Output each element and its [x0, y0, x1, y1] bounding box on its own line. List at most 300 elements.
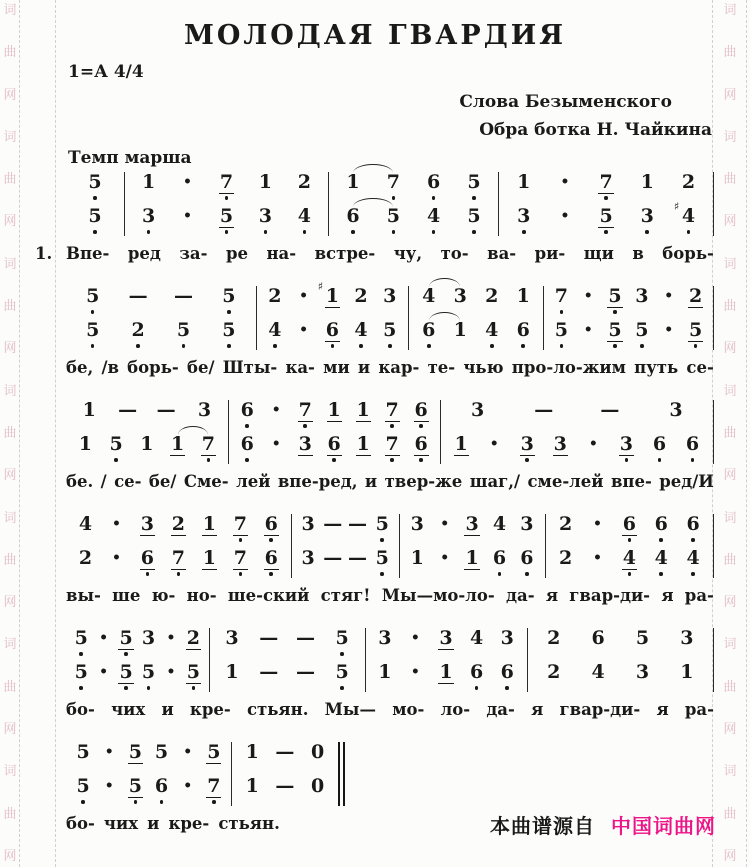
augmentation-dot: • [664, 288, 674, 304]
note-cell [233, 400, 262, 430]
low-octave-dot [124, 652, 128, 656]
note-cell [602, 286, 629, 316]
measure [257, 280, 409, 350]
note-cell [115, 286, 160, 316]
low-octave-dot [91, 310, 95, 314]
note-cell [70, 206, 120, 236]
upper-voice [550, 514, 709, 544]
note-cell [461, 628, 492, 658]
augmentation-dot: • [489, 436, 499, 452]
measure [66, 172, 125, 236]
lower-voice [236, 776, 334, 806]
duration-dash: — [348, 547, 367, 569]
note-digit: 7 [201, 434, 216, 464]
note-digit: 3 [640, 206, 655, 236]
low-octave-dot [419, 458, 423, 462]
note-digit: 6 [426, 172, 441, 202]
watermark-glyph: 曲 [723, 552, 737, 568]
note-digit: 6 [516, 320, 531, 350]
note-digit: ♯ 4 [681, 206, 696, 236]
low-octave-dot [505, 686, 509, 690]
note-cell [132, 514, 163, 544]
note-cell [287, 628, 324, 658]
lyric-syllable: стяг! [320, 586, 371, 605]
watermark-column-right [721, 4, 739, 863]
dashed-guide-line [746, 0, 747, 867]
note-digit: 3 [410, 513, 424, 535]
low-octave-dot [691, 458, 695, 462]
note-cell [513, 514, 540, 544]
low-octave-dot [93, 196, 97, 200]
note-cell [320, 514, 345, 544]
watermark-glyph: 词 [3, 129, 17, 145]
watermark-glyph: 曲 [723, 299, 737, 315]
augmentation-dot: • [588, 436, 598, 452]
note-cell [375, 320, 404, 350]
low-octave-dot [212, 800, 216, 804]
lower-voice [445, 434, 709, 464]
note-cell [627, 206, 668, 236]
note-cell [70, 400, 108, 430]
note-cell [370, 514, 395, 544]
note-cell [161, 320, 206, 350]
note-cell [333, 206, 373, 236]
lyric-syllable: ра- [684, 586, 714, 605]
watermark-glyph: 网 [3, 341, 17, 357]
note-digit: 5 [76, 741, 90, 763]
watermark-glyph: 词 [723, 383, 737, 399]
note-cell [461, 662, 492, 692]
note-digit: 5 [186, 662, 201, 692]
upper-voice [70, 742, 227, 772]
lyric-syllable: впе-ред, [277, 472, 358, 491]
note-digit: 1 [356, 399, 370, 421]
note-cell [431, 628, 462, 658]
watermark-glyph: 曲 [3, 679, 17, 695]
lyric-syllable: ю- [151, 586, 176, 605]
lyric-syllable: ше [112, 586, 141, 605]
source-label: 本曲谱源自 [490, 814, 595, 838]
note-digit: 6 [327, 434, 342, 464]
lyric-syllable: бе, [66, 358, 94, 377]
note-cell [645, 514, 677, 544]
note-digit: 5 [87, 172, 102, 202]
note-cell [643, 434, 676, 464]
lower-voice [333, 206, 494, 236]
note-cell [246, 206, 285, 236]
lyric-syllable: кре- [168, 814, 210, 833]
note-cell [613, 548, 645, 578]
note-cell [320, 434, 349, 464]
low-octave-dot [472, 230, 476, 234]
note-cell [324, 662, 361, 692]
note-digit: 2 [171, 513, 185, 535]
augmentation-dot: • [410, 664, 420, 680]
note-cell [404, 514, 431, 544]
note-cell [193, 434, 224, 464]
key-time-signature: 1=А 4/4 [68, 62, 144, 82]
note-digit: 1 [245, 741, 259, 763]
note-digit: 1 [202, 547, 216, 569]
note-cell [132, 434, 163, 464]
note-cell [665, 628, 709, 658]
note-digit: 5 [109, 434, 124, 464]
note-digit: 2 [297, 171, 311, 193]
note-cell [236, 776, 269, 806]
note-cell [137, 628, 159, 658]
note-cell [129, 172, 168, 202]
measure [125, 172, 329, 236]
note-cell [347, 320, 376, 350]
note-digit: ♯ 1 [317, 280, 339, 307]
augmentation-dot: • [583, 288, 593, 304]
lyric-syllable: встре- [314, 244, 376, 263]
lyric-syllable: сме-лей [527, 472, 604, 491]
low-octave-dot [525, 572, 529, 576]
low-octave-dot [207, 458, 211, 462]
note-cell [513, 548, 540, 578]
upper-voice [70, 628, 205, 658]
note-cell [233, 434, 262, 464]
note-digit: 4 [267, 320, 282, 350]
note-cell [445, 320, 476, 350]
note-cell [576, 662, 620, 692]
low-octave-dot [525, 458, 529, 462]
note-digit: 5 [141, 662, 156, 692]
upper-voice [503, 172, 709, 202]
low-octave-dot [659, 538, 663, 542]
lyric-syllable: Впе- [66, 244, 110, 263]
note-digit: 4 [426, 206, 441, 236]
upper-voice [296, 514, 395, 544]
lyric-syllable: впе- [610, 472, 652, 491]
low-octave-dot [269, 538, 273, 542]
duration-dash: — [323, 513, 343, 535]
low-octave-dot [388, 344, 392, 348]
note-digit: 4 [492, 513, 507, 535]
low-octave-dot [264, 230, 268, 234]
note-cell [317, 280, 347, 316]
note-digit: 2 [558, 513, 573, 535]
low-octave-dot [691, 572, 695, 576]
note-cell [602, 320, 629, 350]
low-octave-dot [645, 230, 649, 234]
note-digit: 7 [598, 172, 613, 202]
watermark-glyph: 网 [3, 722, 17, 738]
lyric-syllable: я [531, 700, 544, 719]
note-digit: 1 [517, 171, 531, 193]
note-cell [296, 548, 321, 578]
note-cell [550, 514, 582, 544]
note-cell [610, 434, 643, 464]
note-cell [291, 434, 320, 464]
lyric-syllable: Мы—мо-ло- [381, 586, 495, 605]
lyric-syllable: се- [114, 472, 142, 491]
note-digit: 6 [414, 400, 429, 430]
score-system [66, 400, 714, 491]
lower-voice [70, 776, 227, 806]
augmentation-dot: • [410, 630, 420, 646]
note-cell [532, 628, 576, 658]
augmentation-dot: • [166, 664, 176, 680]
lyric-syllable: бе/ [186, 358, 215, 377]
note-cell [492, 628, 523, 658]
brand-name: 中国词曲网 [611, 814, 716, 838]
lyric-syllable: и [147, 814, 160, 833]
duration-dash: — [295, 627, 315, 649]
note-cell [175, 742, 201, 772]
note-digit: 3 [680, 627, 694, 649]
note-cell [201, 742, 227, 772]
upper-voice [261, 280, 404, 316]
watermark-glyph: 词 [3, 3, 17, 18]
augmentation-dot: • [440, 550, 450, 566]
note-digit: 7 [233, 514, 248, 544]
lyrics-line [66, 358, 714, 377]
note-digit: 2 [186, 627, 201, 649]
note-cell [511, 400, 577, 430]
low-octave-dot [340, 652, 344, 656]
augmentation-dot: • [560, 208, 570, 224]
note-digit: 3 [439, 627, 453, 649]
note-cell [129, 206, 168, 236]
low-octave-dot [432, 230, 436, 234]
note-digit: 5 [221, 320, 236, 350]
score-system [66, 514, 714, 605]
measure [292, 514, 400, 578]
lyric-syllable: ри- [534, 244, 566, 263]
low-octave-dot [269, 572, 273, 576]
note-digit: 5 [219, 206, 234, 236]
note-cell [655, 320, 682, 350]
note-digit: 6 [492, 548, 507, 578]
low-octave-dot [658, 458, 662, 462]
note-cell [262, 434, 291, 464]
lyric-syllable: в [632, 244, 644, 263]
note-digit: 6 [622, 514, 637, 544]
measure [366, 628, 528, 692]
note-cell [285, 206, 324, 236]
watermark-glyph: 曲 [3, 806, 17, 822]
low-octave-dot [359, 344, 363, 348]
low-octave-dot [427, 344, 431, 348]
duration-dash: — [275, 775, 295, 797]
upper-voice [70, 172, 120, 202]
note-digit: 6 [652, 434, 667, 464]
note-digit: 6 [591, 627, 605, 649]
note-digit: 1 [141, 171, 156, 193]
upper-voice [548, 286, 709, 316]
low-octave-dot [136, 344, 140, 348]
note-cell [677, 514, 709, 544]
lyric-syllable: чу, [393, 244, 423, 263]
watermark-glyph: 词 [723, 129, 737, 145]
watermark-glyph: 曲 [3, 425, 17, 441]
note-cell [532, 662, 576, 692]
note-cell [349, 434, 378, 464]
dashed-guide-line [55, 0, 56, 867]
lyric-syllable: борь- [127, 358, 179, 377]
lyric-syllable: бе. [66, 472, 94, 491]
note-digit: 6 [685, 514, 700, 544]
upper-voice [445, 400, 709, 430]
watermark-glyph: 网 [723, 214, 737, 230]
note-cell [375, 286, 404, 316]
low-octave-dot [227, 344, 231, 348]
duration-dash: — [348, 513, 367, 535]
note-digit: 3 [500, 627, 514, 649]
note-cell [101, 514, 132, 544]
watermark-glyph: 网 [3, 468, 17, 484]
watermark-glyph: 网 [723, 722, 737, 738]
measure [329, 172, 499, 236]
watermark-glyph: 网 [3, 214, 17, 230]
low-octave-dot [687, 230, 691, 234]
note-cell [115, 662, 137, 692]
note-digit: 5 [335, 628, 350, 658]
lower-voice [548, 320, 709, 350]
augmentation-dot: • [183, 744, 193, 760]
lyric-syllable: Сме- [183, 472, 229, 491]
augmentation-dot: • [99, 664, 109, 680]
note-cell [96, 776, 122, 806]
note-cell [677, 548, 709, 578]
note-digit: 6 [685, 434, 700, 464]
note-digit: 6 [421, 320, 436, 350]
lyric-syllable: то- [440, 244, 469, 263]
lower-voice [70, 206, 120, 236]
lyric-syllable: да- [486, 700, 515, 719]
note-digit: 1 [453, 319, 467, 341]
watermark-glyph: 曲 [3, 552, 17, 568]
low-octave-dot [380, 572, 384, 576]
note-cell [454, 172, 494, 202]
measure [544, 286, 714, 350]
lower-voice [550, 548, 709, 578]
lyrics-line [66, 472, 714, 491]
duration-dash: — [323, 547, 343, 569]
watermark-glyph: 网 [723, 87, 737, 103]
note-cell [620, 662, 664, 692]
note-cell [160, 662, 182, 692]
watermark-glyph: 词 [3, 637, 17, 653]
sharp-icon: ♯ [673, 200, 680, 213]
watermark-glyph: 词 [723, 510, 737, 526]
note-digit: 2 [268, 285, 282, 307]
note-digit: 5 [466, 206, 481, 236]
note-cell [586, 206, 627, 236]
note-cell [486, 548, 513, 578]
low-octave-dot [490, 344, 494, 348]
note-cell [207, 172, 246, 202]
low-octave-dot [79, 686, 83, 690]
note-digit: 7 [233, 548, 248, 578]
note-cell [643, 400, 709, 430]
watermark-glyph: 词 [723, 256, 737, 272]
note-cell [108, 400, 146, 430]
note-cell [511, 434, 544, 464]
measure [66, 514, 292, 578]
lower-voice [70, 434, 224, 464]
low-octave-dot [392, 196, 396, 200]
note-cell [407, 400, 436, 430]
note-cell [347, 286, 376, 316]
note-digit: 2 [681, 171, 696, 193]
note-cell [168, 206, 207, 236]
note-cell [454, 206, 494, 236]
lower-voice [503, 200, 709, 236]
note-digit: 1 [356, 433, 370, 455]
note-digit: 5 [598, 206, 613, 236]
note-cell [269, 742, 302, 772]
low-octave-dot [351, 230, 355, 234]
score-system [66, 280, 714, 377]
note-digit: 3 [669, 399, 683, 421]
note-cell [345, 548, 370, 578]
note-digit: 5 [74, 662, 89, 692]
note-cell [70, 514, 101, 544]
lyric-syllable: бе/ [148, 472, 177, 491]
low-octave-dot [146, 572, 150, 576]
note-cell [548, 320, 575, 350]
note-cell [301, 742, 334, 772]
measure [210, 628, 366, 692]
watermark-glyph: 曲 [723, 679, 737, 695]
note-cell [414, 172, 454, 202]
note-digit: 5 [128, 776, 143, 806]
lyric-syllable: и [364, 472, 378, 491]
note-cell [214, 662, 251, 692]
note-cell [70, 548, 101, 578]
note-cell [115, 628, 137, 658]
lower-voice [214, 662, 361, 692]
note-cell [225, 514, 256, 544]
dashed-guide-line [19, 0, 20, 867]
note-cell [665, 662, 709, 692]
note-digit: 5 [635, 627, 650, 649]
note-digit: 5 [375, 514, 390, 544]
note-digit: 5 [386, 206, 401, 236]
note-digit: 4 [622, 548, 637, 578]
note-cell [161, 286, 206, 316]
augmentation-dot: • [104, 778, 114, 794]
note-digit: 5 [688, 320, 703, 350]
lyric-syllable: кре- [189, 700, 231, 719]
lyric-syllable: /в [101, 358, 119, 377]
note-digit: 4 [469, 627, 484, 649]
note-cell [163, 514, 194, 544]
note-digit: 7 [554, 286, 569, 316]
note-cell [576, 628, 620, 658]
note-cell [291, 400, 320, 430]
lyric-syllable: стьян. [246, 700, 309, 719]
note-cell [544, 206, 585, 236]
augmentation-dot: • [592, 516, 602, 532]
note-digit: 3 [225, 627, 239, 649]
note-digit: 6 [500, 662, 515, 692]
lyric-syllable: про-ло-жим [511, 358, 626, 377]
note-cell [628, 286, 655, 316]
watermark-glyph: 曲 [723, 45, 737, 61]
lower-voice [370, 662, 523, 692]
note-digit: 5 [118, 628, 133, 658]
lyric-syllable: ка- [285, 358, 315, 377]
note-cell [431, 514, 458, 544]
watermark-glyph: 曲 [3, 45, 17, 61]
note-cell [324, 628, 361, 658]
lower-voice [261, 320, 404, 350]
note-cell [503, 172, 544, 202]
